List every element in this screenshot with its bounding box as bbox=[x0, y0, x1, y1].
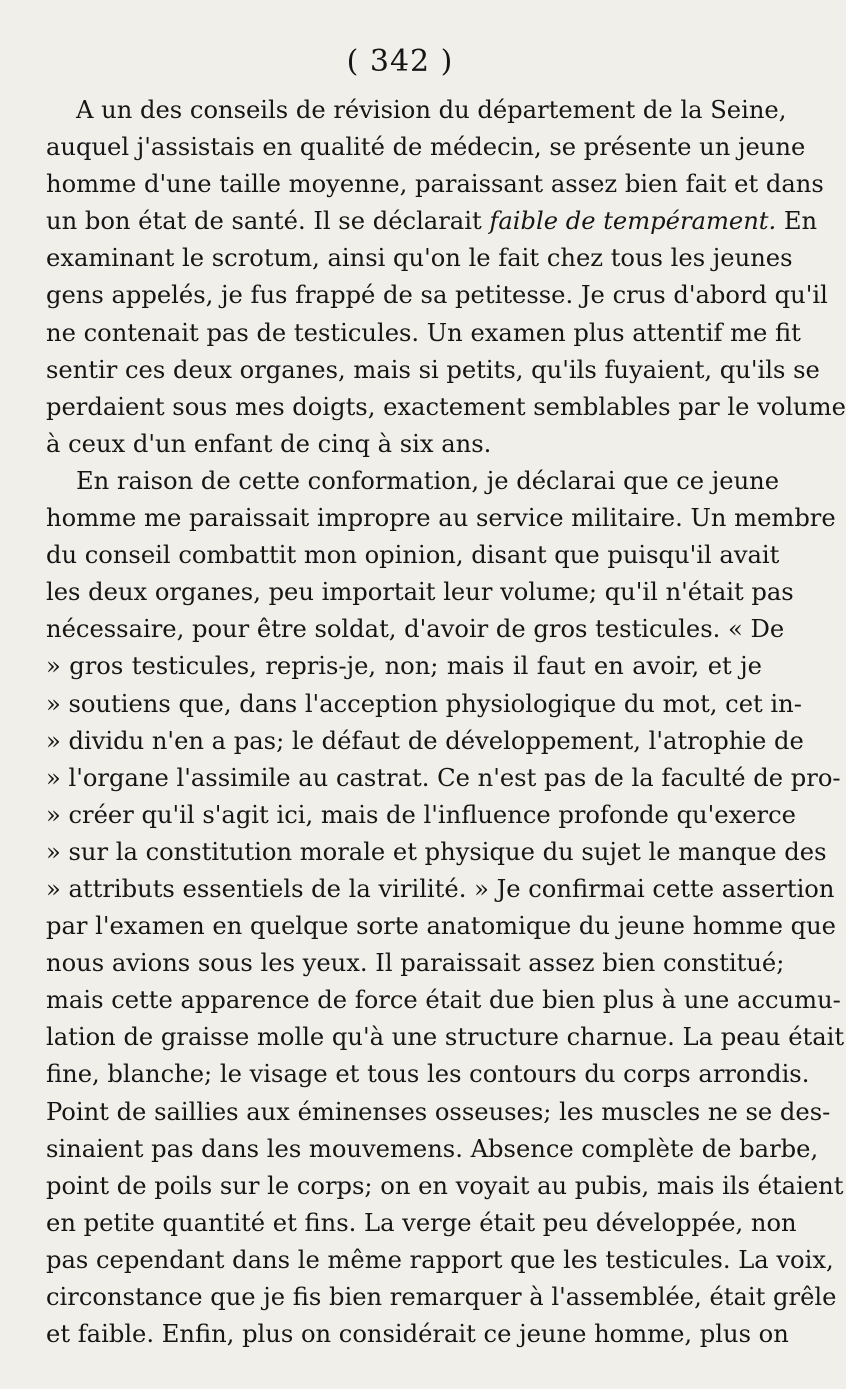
paragraph-2 bbox=[46, 463, 845, 1353]
text-line-with-italic bbox=[46, 203, 818, 240]
text-line: homme me paraissait impropre au service militaire. Un membre bbox=[46, 504, 836, 533]
text-line: sinaient pas dans les mouvemens. Absence complète de barbe, bbox=[46, 1134, 819, 1163]
text-line: Point de saillies aux éminenses osseuses; les muscles ne se des- bbox=[46, 1097, 831, 1126]
italic-phrase: faible de tempérament. bbox=[489, 207, 777, 236]
text-line: ne contenait pas de testicules. Un examen plus attentif me fit bbox=[46, 318, 801, 347]
text-line: auquel j'assistais en qualité de médecin, se présente un jeune bbox=[46, 133, 806, 162]
text-line: » l'organe l'assimile au castrat. Ce n'est pas de la faculté de pro- bbox=[46, 763, 841, 792]
text-line: les deux organes, peu importait leur volume; qu'il n'était pas bbox=[46, 578, 794, 607]
text-line: » attributs essentiels de la virilité. » Je confirmai cette assertion bbox=[46, 874, 835, 903]
text-line: sentir ces deux organes, mais si petits, qu'ils fuyaient, qu'ils se bbox=[46, 355, 820, 384]
text-line: à ceux d'un enfant de cinq à six ans. bbox=[46, 429, 492, 458]
text-line: nous avions sous les yeux. Il paraissait assez bien constitué; bbox=[46, 949, 785, 978]
text-line: pas cependant dans le même rapport que les testicules. La voix, bbox=[46, 1245, 834, 1274]
text-line: » gros testicules, repris-je, non; mais il faut en avoir, et je bbox=[46, 652, 762, 681]
text-line: A un des conseils de révision du département de la Seine, bbox=[76, 96, 787, 124]
text-line: » dividu n'en a pas; le défaut de développement, l'atrophie de bbox=[46, 726, 804, 755]
paragraph-1 bbox=[46, 92, 846, 463]
text-line: perdaient sous mes doigts, exactement semblables par le volume bbox=[46, 392, 846, 421]
text-line: du conseil combattit mon opinion, disant que puisqu'il avait bbox=[46, 541, 780, 570]
text-line: point de poils sur le corps; on en voyait au pubis, mais ils étaient bbox=[46, 1171, 844, 1200]
text-line: examinant le scrotum, ainsi qu'on le fait chez tous les jeunes bbox=[46, 244, 793, 273]
text-line: en petite quantité et fins. La verge était peu développée, non bbox=[46, 1208, 797, 1237]
text-line: et faible. Enfin, plus on considérait ce jeune homme, plus on bbox=[46, 1320, 789, 1349]
text-line: homme d'une taille moyenne, paraissant assez bien fait et dans bbox=[46, 170, 824, 199]
text-line: nécessaire, pour être soldat, d'avoir de gros testicules. « De bbox=[46, 615, 785, 644]
text-line: gens appelés, je fus frappé de sa petitesse. Je crus d'abord qu'il bbox=[46, 281, 828, 310]
text-line: fine, blanche; le visage et tous les contours du corps arrondis. bbox=[46, 1060, 810, 1089]
text-line: mais cette apparence de force était due bien plus à une accumu- bbox=[46, 986, 841, 1015]
text-line: En raison de cette conformation, je déclarai que ce jeune bbox=[76, 466, 780, 495]
text-line: lation de graisse molle qu'à une structure charnue. La peau était bbox=[46, 1023, 845, 1052]
page-number: ( 342 ) bbox=[346, 44, 454, 79]
text-line: » soutiens que, dans l'acception physiologique du mot, cet in- bbox=[46, 689, 802, 718]
line-start: un bon état de santé. Il se déclarait bbox=[46, 207, 482, 236]
text-line: » sur la constitution morale et physique du sujet le manque des bbox=[46, 837, 827, 866]
text-line: par l'examen en quelque sorte anatomique du jeune homme que bbox=[46, 912, 836, 941]
text-line: circonstance que je fis bien remarquer à l'assemblée, était grêle bbox=[46, 1283, 837, 1311]
text-line: » créer qu'il s'agit ici, mais de l'influence profonde qu'exerce bbox=[46, 800, 796, 829]
body-text bbox=[46, 92, 846, 1353]
line-end: En bbox=[783, 207, 818, 236]
